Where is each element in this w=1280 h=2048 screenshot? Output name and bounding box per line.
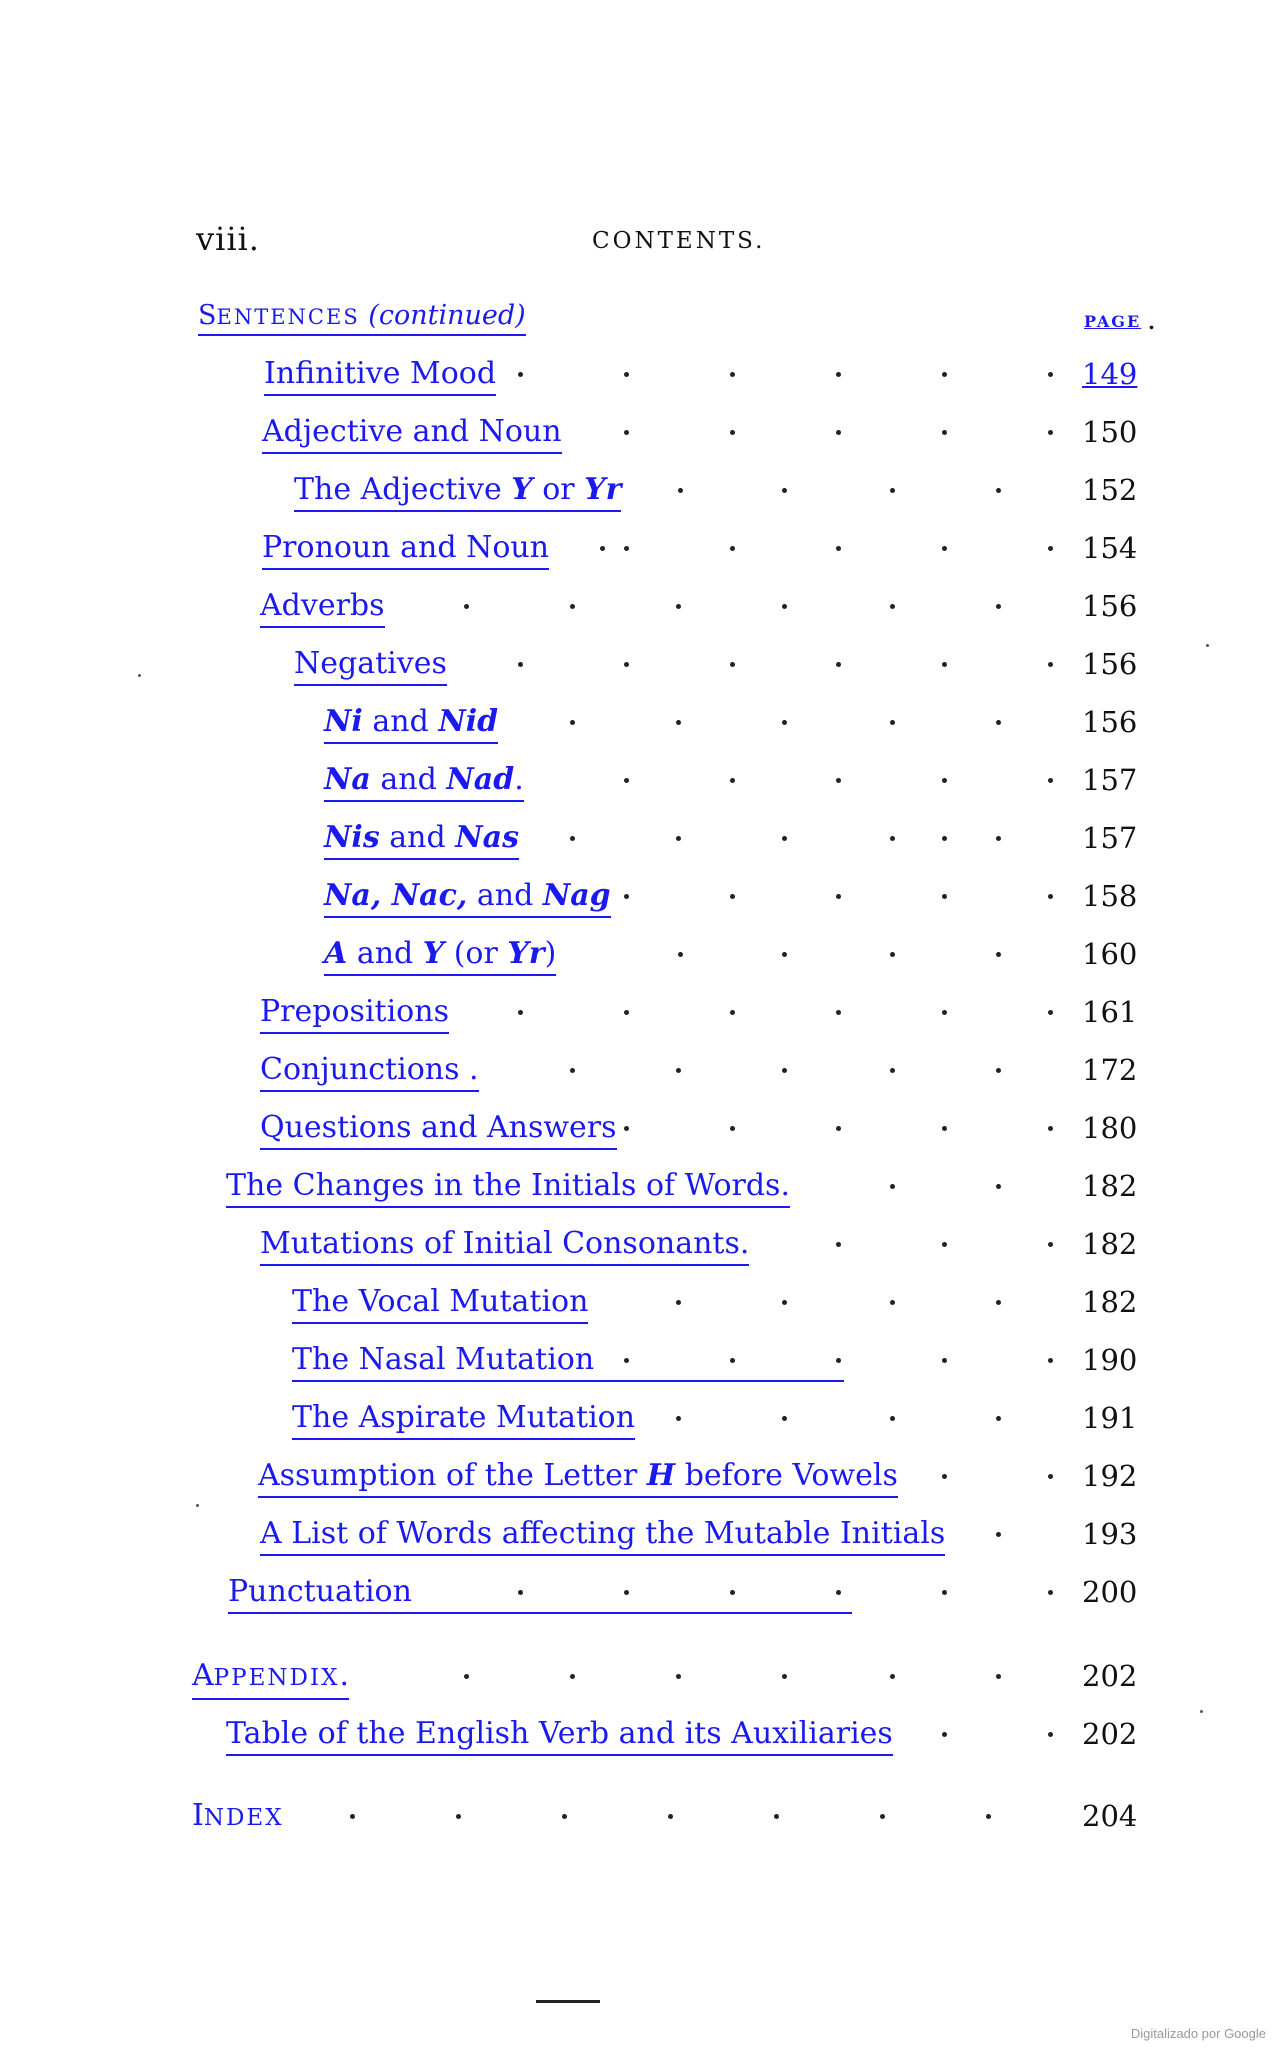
leader-dot bbox=[890, 488, 895, 493]
toc-entry[interactable] bbox=[0, 818, 1280, 868]
toc-entry[interactable] bbox=[0, 1108, 1280, 1158]
toc-entry-page: 182 bbox=[1082, 1227, 1138, 1261]
toc-entry[interactable] bbox=[0, 1398, 1280, 1448]
title-part: Conjunctions bbox=[260, 1052, 460, 1087]
title-italic: Na bbox=[324, 762, 371, 797]
toc-entry-title[interactable]: Infinitive Mood bbox=[264, 354, 496, 396]
leader-dot bbox=[836, 1242, 841, 1247]
leader-dot bbox=[942, 1242, 947, 1247]
leader-dot bbox=[986, 1814, 991, 1819]
leader-dot bbox=[996, 1532, 1001, 1537]
appendix-sub-page: 202 bbox=[1082, 1717, 1138, 1751]
toc-entry-page: 157 bbox=[1082, 821, 1138, 855]
title-dot: . bbox=[514, 762, 524, 797]
leader-dot bbox=[730, 1010, 735, 1015]
leader-dot bbox=[1048, 1474, 1053, 1479]
leader-dot bbox=[1048, 1590, 1053, 1595]
scan-speck bbox=[1200, 1710, 1203, 1713]
title-part: and bbox=[370, 762, 447, 797]
leader-dot bbox=[782, 1300, 787, 1305]
toc-entry-title[interactable] bbox=[324, 818, 519, 860]
leader-dot bbox=[624, 1010, 629, 1015]
toc-entry-title[interactable]: The Nasal Mutation bbox=[292, 1340, 844, 1382]
title-dot: . bbox=[459, 1052, 479, 1087]
title-part: and bbox=[379, 820, 456, 855]
toc-entry[interactable] bbox=[0, 644, 1280, 694]
leader-dot bbox=[730, 546, 735, 551]
leader-dot bbox=[942, 430, 947, 435]
leader-dot bbox=[668, 1814, 673, 1819]
leader-dot bbox=[518, 1590, 523, 1595]
title-part: The Changes in the Initials of Words bbox=[226, 1168, 781, 1203]
leader-dot bbox=[624, 778, 629, 783]
title-part: or bbox=[532, 472, 585, 507]
leader-dot bbox=[570, 836, 575, 841]
leader-dot bbox=[1048, 546, 1053, 551]
leader-dot bbox=[996, 1184, 1001, 1189]
scan-watermark: Digitalizado por Google bbox=[1130, 2026, 1266, 2041]
leader-dot bbox=[782, 952, 787, 957]
toc-entry-page: 161 bbox=[1082, 995, 1138, 1029]
toc-entry-title[interactable]: Adverbs bbox=[260, 586, 385, 628]
leader-dot bbox=[730, 372, 735, 377]
leader-dot bbox=[782, 720, 787, 725]
leader-dot bbox=[1048, 430, 1053, 435]
toc-entry[interactable] bbox=[0, 934, 1280, 984]
title-part: The Adjective bbox=[294, 472, 512, 507]
appendix-sub-title[interactable]: Table of the English Verb and its Auxiliaries bbox=[226, 1714, 893, 1756]
toc-entry-title[interactable]: Pronoun and Noun bbox=[262, 528, 549, 570]
leader-dot bbox=[676, 1416, 681, 1421]
leader-dot bbox=[624, 1358, 629, 1363]
leader-dot bbox=[836, 1010, 841, 1015]
leader-dot bbox=[942, 1010, 947, 1015]
leader-dot bbox=[942, 1732, 947, 1737]
leader-dot bbox=[600, 546, 605, 551]
leader-dot bbox=[730, 1358, 735, 1363]
leader-dot bbox=[942, 894, 947, 899]
leader-dot bbox=[464, 1674, 469, 1679]
leader-dot bbox=[942, 1474, 947, 1479]
appendix-title[interactable] bbox=[192, 1656, 349, 1700]
leader-dot bbox=[730, 430, 735, 435]
leader-dot bbox=[1048, 1358, 1053, 1363]
leader-dot bbox=[730, 894, 735, 899]
toc-entry-title[interactable]: Punctuation bbox=[228, 1572, 852, 1614]
leader-dot bbox=[624, 1590, 629, 1595]
leader-dot bbox=[730, 1126, 735, 1131]
section-heading-sentences[interactable] bbox=[198, 300, 526, 336]
leader-dot bbox=[1048, 662, 1053, 667]
toc-entry[interactable] bbox=[0, 354, 1280, 404]
leader-dot bbox=[996, 488, 1001, 493]
toc-entry-title[interactable] bbox=[258, 1456, 898, 1498]
toc-entry[interactable] bbox=[0, 992, 1280, 1042]
leader-dot bbox=[890, 604, 895, 609]
toc-entry-page: 200 bbox=[1082, 1575, 1138, 1609]
title-italic: Yr bbox=[507, 936, 545, 971]
leader-dot bbox=[774, 1814, 779, 1819]
toc-entry-page: 193 bbox=[1082, 1517, 1138, 1551]
toc-entry-title[interactable] bbox=[324, 760, 524, 802]
toc-entry[interactable] bbox=[0, 1224, 1280, 1274]
toc-entry[interactable] bbox=[0, 1050, 1280, 1100]
title-italic: A bbox=[324, 936, 348, 971]
title-dot: . bbox=[739, 1226, 750, 1261]
leader-dot bbox=[678, 488, 683, 493]
section-head-initial: S bbox=[198, 300, 217, 331]
leader-dot bbox=[836, 430, 841, 435]
leader-dot bbox=[678, 952, 683, 957]
leader-dot bbox=[570, 720, 575, 725]
toc-entry-page: 182 bbox=[1082, 1285, 1138, 1319]
toc-entry-page: 156 bbox=[1082, 589, 1138, 623]
title-italic: Ni bbox=[324, 704, 363, 739]
leader-dot bbox=[996, 836, 1001, 841]
leader-dot bbox=[1048, 372, 1053, 377]
leader-dot bbox=[1048, 1126, 1053, 1131]
title-initial: A bbox=[192, 1658, 214, 1693]
toc-entry-title[interactable]: Prepositions bbox=[260, 992, 449, 1034]
toc-entry-page[interactable]: 149 bbox=[1082, 357, 1138, 391]
toc-entry[interactable] bbox=[0, 586, 1280, 636]
leader-dot bbox=[730, 662, 735, 667]
toc-entry-title[interactable] bbox=[260, 1050, 479, 1092]
leader-dot bbox=[890, 1674, 895, 1679]
leader-dot bbox=[890, 1068, 895, 1073]
leader-dot bbox=[782, 1674, 787, 1679]
appendix-page: 202 bbox=[1082, 1659, 1138, 1693]
toc-entry[interactable] bbox=[0, 1340, 1280, 1390]
title-rest: NDEX bbox=[203, 1805, 284, 1831]
title-part: and bbox=[362, 704, 439, 739]
leader-dot bbox=[836, 1358, 841, 1363]
page-number: viii. bbox=[196, 220, 260, 258]
leader-dot bbox=[890, 1184, 895, 1189]
title-dot: . bbox=[780, 1168, 790, 1203]
title-part: (or bbox=[444, 936, 508, 971]
leader-dot bbox=[676, 1300, 681, 1305]
scan-speck bbox=[1206, 644, 1209, 647]
toc-entry-page: 152 bbox=[1082, 473, 1138, 507]
section-head-rest: ENTENCES bbox=[216, 305, 360, 329]
title-italic: Yr bbox=[584, 472, 622, 507]
leader-dot bbox=[836, 778, 841, 783]
leader-dot bbox=[996, 1068, 1001, 1073]
leader-dot bbox=[1048, 1242, 1053, 1247]
leader-dot bbox=[624, 1126, 629, 1131]
leader-dot bbox=[464, 604, 469, 609]
leader-dot bbox=[880, 1814, 885, 1819]
leader-dot bbox=[624, 662, 629, 667]
toc-entry[interactable] bbox=[0, 470, 1280, 520]
leader-dot bbox=[782, 836, 787, 841]
leader-dot bbox=[890, 1416, 895, 1421]
title-italic: Nas bbox=[455, 820, 519, 855]
leader-dot bbox=[836, 1590, 841, 1595]
leader-dot bbox=[730, 1590, 735, 1595]
leader-dot bbox=[942, 1590, 947, 1595]
running-head: CONTENTS. bbox=[592, 228, 766, 254]
toc-entry[interactable] bbox=[0, 1456, 1280, 1506]
leader-dot bbox=[570, 1674, 575, 1679]
toc-entry-page: 160 bbox=[1082, 937, 1138, 971]
leader-dot bbox=[624, 372, 629, 377]
title-italic: Nis bbox=[324, 820, 380, 855]
leader-dot bbox=[350, 1814, 355, 1819]
leader-dot bbox=[624, 894, 629, 899]
toc-entry-title[interactable] bbox=[294, 470, 621, 512]
page-label-dot: . bbox=[1148, 310, 1155, 334]
title-italic: Nad bbox=[446, 762, 515, 797]
toc-entry-title[interactable] bbox=[324, 876, 611, 918]
section-continued: (continued) bbox=[368, 300, 526, 331]
toc-entry-title[interactable]: Negatives bbox=[294, 644, 447, 686]
leader-dot bbox=[1048, 1010, 1053, 1015]
bottom-rule bbox=[536, 2000, 600, 2003]
leader-dot bbox=[570, 604, 575, 609]
toc-entry[interactable] bbox=[0, 1282, 1280, 1332]
scan-speck bbox=[138, 674, 141, 677]
toc-entry-page: 150 bbox=[1082, 415, 1138, 449]
toc-entry[interactable] bbox=[0, 760, 1280, 810]
title-part: and bbox=[347, 936, 423, 971]
toc-entry[interactable] bbox=[0, 528, 1280, 578]
leader-dot bbox=[782, 488, 787, 493]
leader-dot bbox=[996, 1674, 1001, 1679]
leader-dot bbox=[676, 720, 681, 725]
leader-dot bbox=[518, 1010, 523, 1015]
index-title[interactable] bbox=[192, 1796, 284, 1838]
toc-entry[interactable] bbox=[0, 1714, 1280, 1764]
leader-dot bbox=[836, 662, 841, 667]
toc-entry[interactable] bbox=[0, 1514, 1280, 1564]
toc-entry-page: 154 bbox=[1082, 531, 1138, 565]
leader-dot bbox=[890, 952, 895, 957]
title-italic: H bbox=[646, 1458, 676, 1493]
toc-entry-title[interactable] bbox=[324, 702, 498, 744]
leader-dot bbox=[730, 778, 735, 783]
toc-entry-title[interactable]: The Aspirate Mutation bbox=[292, 1398, 635, 1440]
toc-entry-page: 156 bbox=[1082, 705, 1138, 739]
toc-entry-index[interactable] bbox=[0, 1796, 1280, 1846]
leader-dot bbox=[676, 1068, 681, 1073]
toc-entry-appendix[interactable] bbox=[0, 1656, 1280, 1706]
leader-dot bbox=[1048, 778, 1053, 783]
leader-dot bbox=[996, 952, 1001, 957]
leader-dot bbox=[518, 372, 523, 377]
leader-dot bbox=[836, 894, 841, 899]
leader-dot bbox=[942, 372, 947, 377]
leader-dot bbox=[996, 1300, 1001, 1305]
toc-entry-page: 182 bbox=[1082, 1169, 1138, 1203]
title-part: and bbox=[467, 878, 543, 913]
toc-entry-page: 191 bbox=[1082, 1401, 1138, 1435]
toc-entry-page: 180 bbox=[1082, 1111, 1138, 1145]
toc-entry-title[interactable] bbox=[226, 1166, 790, 1208]
leader-dot bbox=[890, 836, 895, 841]
title-italic: Y bbox=[422, 936, 445, 971]
title-italic: Nag bbox=[542, 878, 611, 913]
toc-entry[interactable] bbox=[0, 876, 1280, 926]
leader-dot bbox=[890, 720, 895, 725]
toc-entry[interactable] bbox=[0, 1166, 1280, 1216]
leader-dot bbox=[942, 546, 947, 551]
title-dot: . bbox=[339, 1658, 349, 1693]
leader-dot bbox=[996, 604, 1001, 609]
leader-dot bbox=[570, 1068, 575, 1073]
leader-dot bbox=[782, 1068, 787, 1073]
leader-dot bbox=[836, 372, 841, 377]
leader-dot bbox=[782, 1416, 787, 1421]
title-italic: Nid bbox=[438, 704, 499, 739]
toc-entry[interactable] bbox=[0, 702, 1280, 752]
toc-entry-title[interactable] bbox=[324, 934, 556, 976]
leader-dot bbox=[518, 662, 523, 667]
scan-speck bbox=[196, 1504, 199, 1507]
leader-dot bbox=[782, 604, 787, 609]
leader-dot bbox=[456, 1814, 461, 1819]
title-part: ) bbox=[544, 936, 557, 971]
leader-dot bbox=[562, 1814, 567, 1819]
index-page: 204 bbox=[1082, 1799, 1138, 1833]
toc-entry-page: 192 bbox=[1082, 1459, 1138, 1493]
title-initial: I bbox=[192, 1798, 204, 1833]
title-rest: PPENDIX bbox=[213, 1665, 340, 1691]
leader-dot bbox=[890, 1300, 895, 1305]
leader-dot bbox=[676, 1674, 681, 1679]
leader-dot bbox=[836, 546, 841, 551]
title-part: before Vowels bbox=[675, 1458, 898, 1493]
title-italic: Na, Nac, bbox=[324, 878, 468, 913]
toc-entry[interactable] bbox=[0, 412, 1280, 462]
leader-dot bbox=[942, 778, 947, 783]
toc-entry-page: 157 bbox=[1082, 763, 1138, 797]
toc-entry-title[interactable]: A List of Words affecting the Mutable Initials bbox=[260, 1514, 945, 1556]
leader-dot bbox=[1048, 894, 1053, 899]
leader-dot bbox=[942, 662, 947, 667]
leader-dot bbox=[942, 1126, 947, 1131]
leader-dot bbox=[836, 1126, 841, 1131]
toc-entry[interactable] bbox=[0, 1572, 1280, 1622]
leader-dot bbox=[942, 836, 947, 841]
toc-entry-title[interactable]: Questions and Answers bbox=[260, 1108, 617, 1150]
leader-dot bbox=[996, 720, 1001, 725]
title-italic: Y bbox=[511, 472, 533, 507]
leader-dot bbox=[996, 1416, 1001, 1421]
leader-dot bbox=[942, 1358, 947, 1363]
leader-dot bbox=[676, 604, 681, 609]
title-part: Mutations of Initial Consonants bbox=[260, 1226, 740, 1261]
toc-entry-title[interactable]: The Vocal Mutation bbox=[292, 1282, 588, 1324]
toc-entry-page: 172 bbox=[1082, 1053, 1138, 1087]
toc-entry-page: 156 bbox=[1082, 647, 1138, 681]
leader-dot bbox=[1048, 1732, 1053, 1737]
title-part: Assumption of the Letter bbox=[258, 1458, 647, 1493]
toc-entry-page: 190 bbox=[1082, 1343, 1138, 1377]
leader-dot bbox=[676, 836, 681, 841]
toc-entry-page: 158 bbox=[1082, 879, 1138, 913]
toc-entry-title[interactable] bbox=[260, 1224, 749, 1266]
page-column-label: PAGE bbox=[1084, 312, 1142, 331]
toc-entry-title[interactable]: Adjective and Noun bbox=[262, 412, 562, 454]
leader-dot bbox=[624, 546, 629, 551]
leader-dot bbox=[624, 430, 629, 435]
